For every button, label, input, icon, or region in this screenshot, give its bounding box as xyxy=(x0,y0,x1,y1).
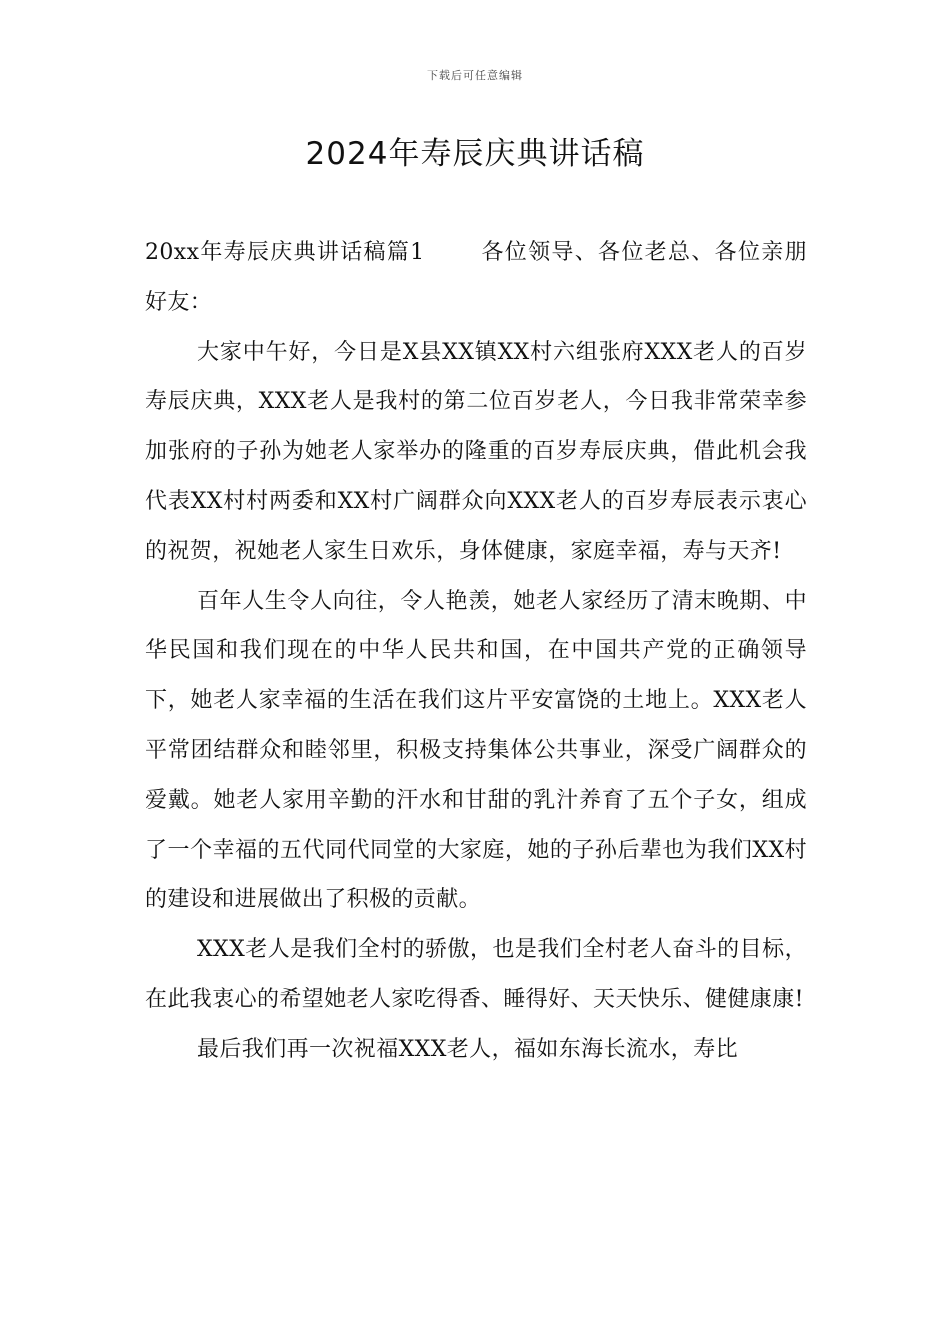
body-paragraph: 百年人生令人向往，令人艳羡，她老人家经历了清末晚期、中华民国和我们现在的中华人民共和国，在中国共产党的正确领导下，她老人家幸福的生活在我们这片平安富饶的土地上。XXX老人平常团结群众和睦邻里，积极支持集体公共事业，深受广阔群众的爱戴。她老人家用辛勤的汗水和甘甜的乳汁养育了五个子女，组成了一个幸福的五代同代同堂的大家庭，她的子孙后辈也为我们XX村的建设和进展做出了积极的贡献。 xyxy=(145,588,807,913)
document-body xyxy=(145,228,807,1075)
intro-paragraph xyxy=(145,228,807,328)
intro-heading: 20xx年寿辰庆典讲话稿篇1 xyxy=(145,240,425,265)
body-paragraph: 最后我们再一次祝福XXX老人，福如东海长流水，寿比 xyxy=(197,1036,738,1062)
body-paragraph: XXX老人是我们全村的骄傲，也是我们全村老人奋斗的目标，在此我衷心的希望她老人家吃得香、睡得好、天天快乐、健健康康! xyxy=(145,937,807,1012)
salutation: 各位领导、各位老总、各位亲朋好友： xyxy=(145,240,807,315)
page-title: 2024年寿辰庆典讲话稿 xyxy=(305,136,645,172)
header-note: 下载后可任意编辑 xyxy=(427,69,523,82)
body-paragraph: 大家中午好，今日是X县XX镇XX村六组张府XXX老人的百岁寿辰庆典，XXX老人是我村的第二位百岁老人，今日我非常荣幸参加张府的子孙为她老人家举办的隆重的百岁寿辰庆典，借此机会我代表XX村村两委和XX村广阔群众向XXX老人的百岁寿辰表示衷心的祝贺，祝她老人家生日欢乐，身体健康，家庭幸福，寿与天齐! xyxy=(145,339,807,564)
